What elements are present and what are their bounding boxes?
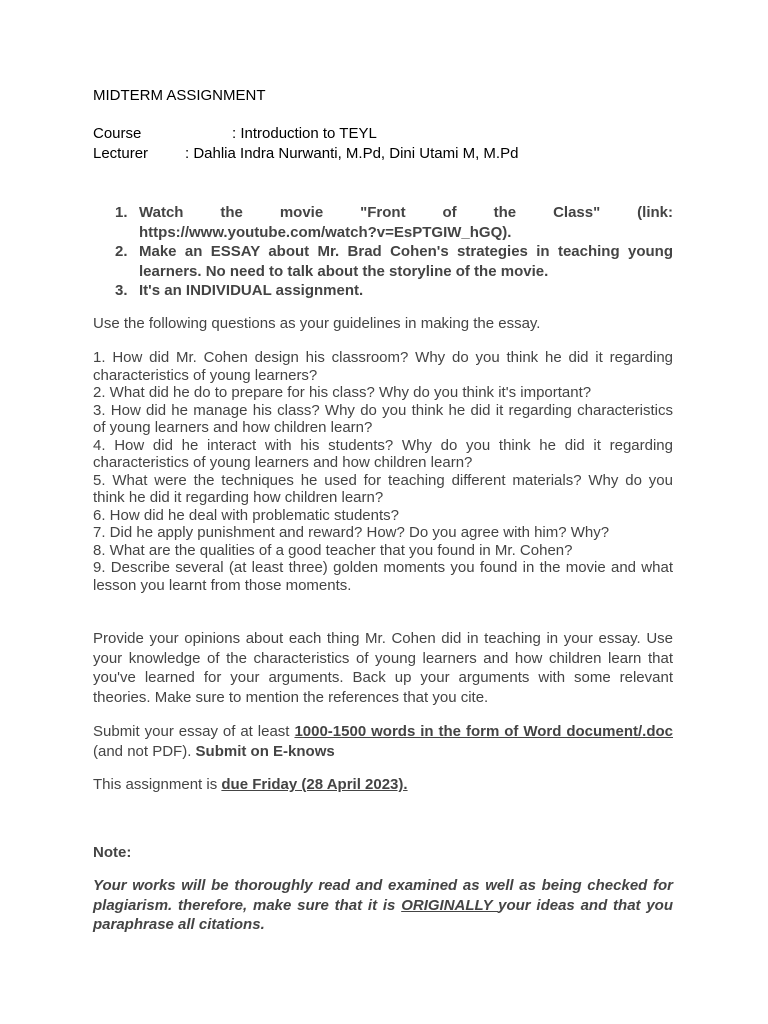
list-item-number: 2. bbox=[115, 243, 128, 260]
submission-paragraph bbox=[93, 722, 673, 761]
lecturer-value: : Dahlia Indra Nurwanti, M.Pd, Dini Utami M, M.Pd bbox=[185, 145, 519, 162]
note-text bbox=[93, 876, 673, 935]
document-title: MIDTERM ASSIGNMENT bbox=[93, 87, 266, 104]
question-item: 3. How did he manage his class? Why do you think he did it regarding characteristics of young learners and how children learn? bbox=[93, 401, 673, 436]
question-item: 7. Did he apply punishment and reward? How? Do you agree with him? Why? bbox=[93, 524, 610, 541]
note-label: Note: bbox=[93, 844, 132, 861]
due-date-paragraph bbox=[93, 775, 673, 794]
list-item-number: 1. bbox=[115, 204, 128, 221]
question-item: 4. How did he interact with his students? Why do you think he did it regarding characteristics of young learners and how children learn? bbox=[93, 436, 673, 471]
question-item: 5. What were the techniques he used for teaching different materials? Why do you think he did it regarding how children learn? bbox=[93, 471, 673, 506]
assignment-steps-list bbox=[93, 203, 673, 301]
course-label: Course bbox=[93, 125, 142, 142]
question-item: 9. Describe several (at least three) golden moments you found in the movie and what lesson you learnt from those moments. bbox=[93, 559, 673, 594]
submit-platform: Submit on E-knows bbox=[195, 742, 335, 760]
list-item-text: Make an ESSAY about Mr. Brad Cohen's strategies in teaching young learners. No need to talk about the storyline of the movie. bbox=[139, 243, 673, 280]
list-item bbox=[93, 281, 673, 301]
note-text-before: Your works will be thoroughly read and examined as well as being checked for plagiarism. therefore, make sure that it is bbox=[93, 877, 673, 914]
word-count-requirement: 1000-1500 words in the form of Word document/.doc bbox=[294, 723, 673, 740]
note-text-after: your ideas and that you paraphrase all citations. bbox=[93, 896, 673, 934]
submit-prefix: Submit your essay of at least bbox=[93, 723, 295, 740]
lecturer-label: Lecturer bbox=[93, 145, 149, 162]
list-item bbox=[93, 203, 673, 242]
submit-format-note: (and not PDF). bbox=[93, 742, 196, 760]
list-item-text: Watch the movie "Front of the Class" (link: https://www.youtube.com/watch?v=EsPTGIW_hGQ). bbox=[139, 204, 673, 241]
guidelines-intro: Use the following questions as your guidelines in making the essay. bbox=[93, 315, 541, 332]
guideline-questions bbox=[93, 349, 673, 594]
list-item-number: 3. bbox=[115, 282, 128, 299]
list-item-text: It's an INDIVIDUAL assignment. bbox=[139, 282, 364, 299]
note-text-emphasis: ORIGINALLY bbox=[401, 896, 499, 914]
opinions-paragraph: Provide your opinions about each thing Mr. Cohen did in teaching in your essay. Use your knowledge of the characteristics of young learners and how children learn that you've learned for your arguments. Back up your arguments with some relevant theories. Make sure to mention the references that you cite. bbox=[93, 630, 673, 706]
list-item bbox=[93, 242, 673, 281]
question-item: 8. What are the qualities of a good teacher that you found in Mr. Cohen? bbox=[93, 541, 573, 559]
question-item: 1. How did Mr. Cohen design his classroom? Why do you think he did it regarding characteristics of young learners? bbox=[93, 349, 673, 384]
due-prefix: This assignment is bbox=[93, 776, 222, 793]
lecturer-line bbox=[93, 145, 518, 162]
due-date: due Friday (28 April 2023). bbox=[221, 776, 408, 793]
course-line bbox=[93, 125, 377, 142]
question-item: 6. How did he deal with problematic students? bbox=[93, 506, 400, 524]
course-value: : Introduction to TEYL bbox=[232, 125, 377, 142]
question-item: 2. What did he do to prepare for his class? Why do you think it's important? bbox=[93, 384, 592, 401]
